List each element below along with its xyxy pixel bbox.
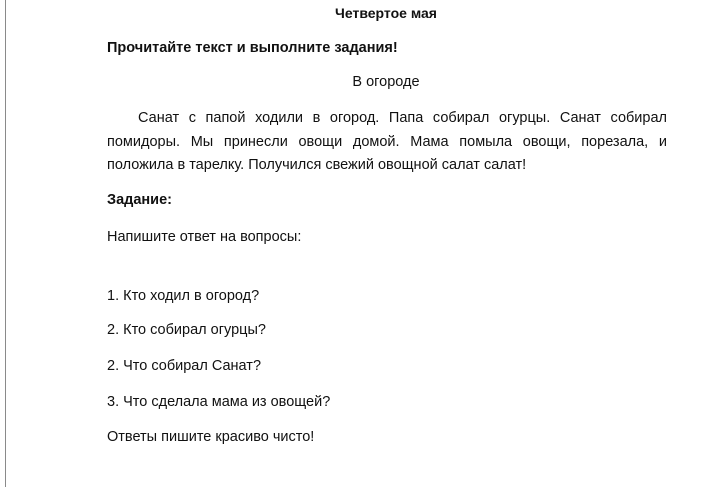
closing-note: Ответы пишите красиво чисто! [107, 429, 315, 445]
story-title: В огороде [352, 74, 420, 90]
task-intro: Напишите ответ на вопросы: [107, 229, 302, 245]
question-item: 3. Что сделала мама из овощей? [107, 394, 331, 410]
question-item: 2. Кто собирал огурцы? [107, 322, 266, 338]
question-item: 1. Кто ходил в огород? [107, 288, 260, 304]
document-title: Четвертое мая [335, 5, 437, 21]
question-item: 2. Что собирал Санат? [107, 358, 262, 374]
document-page [5, 0, 720, 487]
task-heading: Задание: [107, 192, 172, 208]
instruction-heading: Прочитайте текст и выполните задания! [107, 40, 398, 56]
story-paragraph: Санат с папой ходили в огород. Папа собирал огурцы. Санат собирал помидоры. Мы принесли овощи домой. Мама помыла овощи, порезала, и положила в тарелку. Получился свежий овощной салат салат! [107, 110, 667, 173]
